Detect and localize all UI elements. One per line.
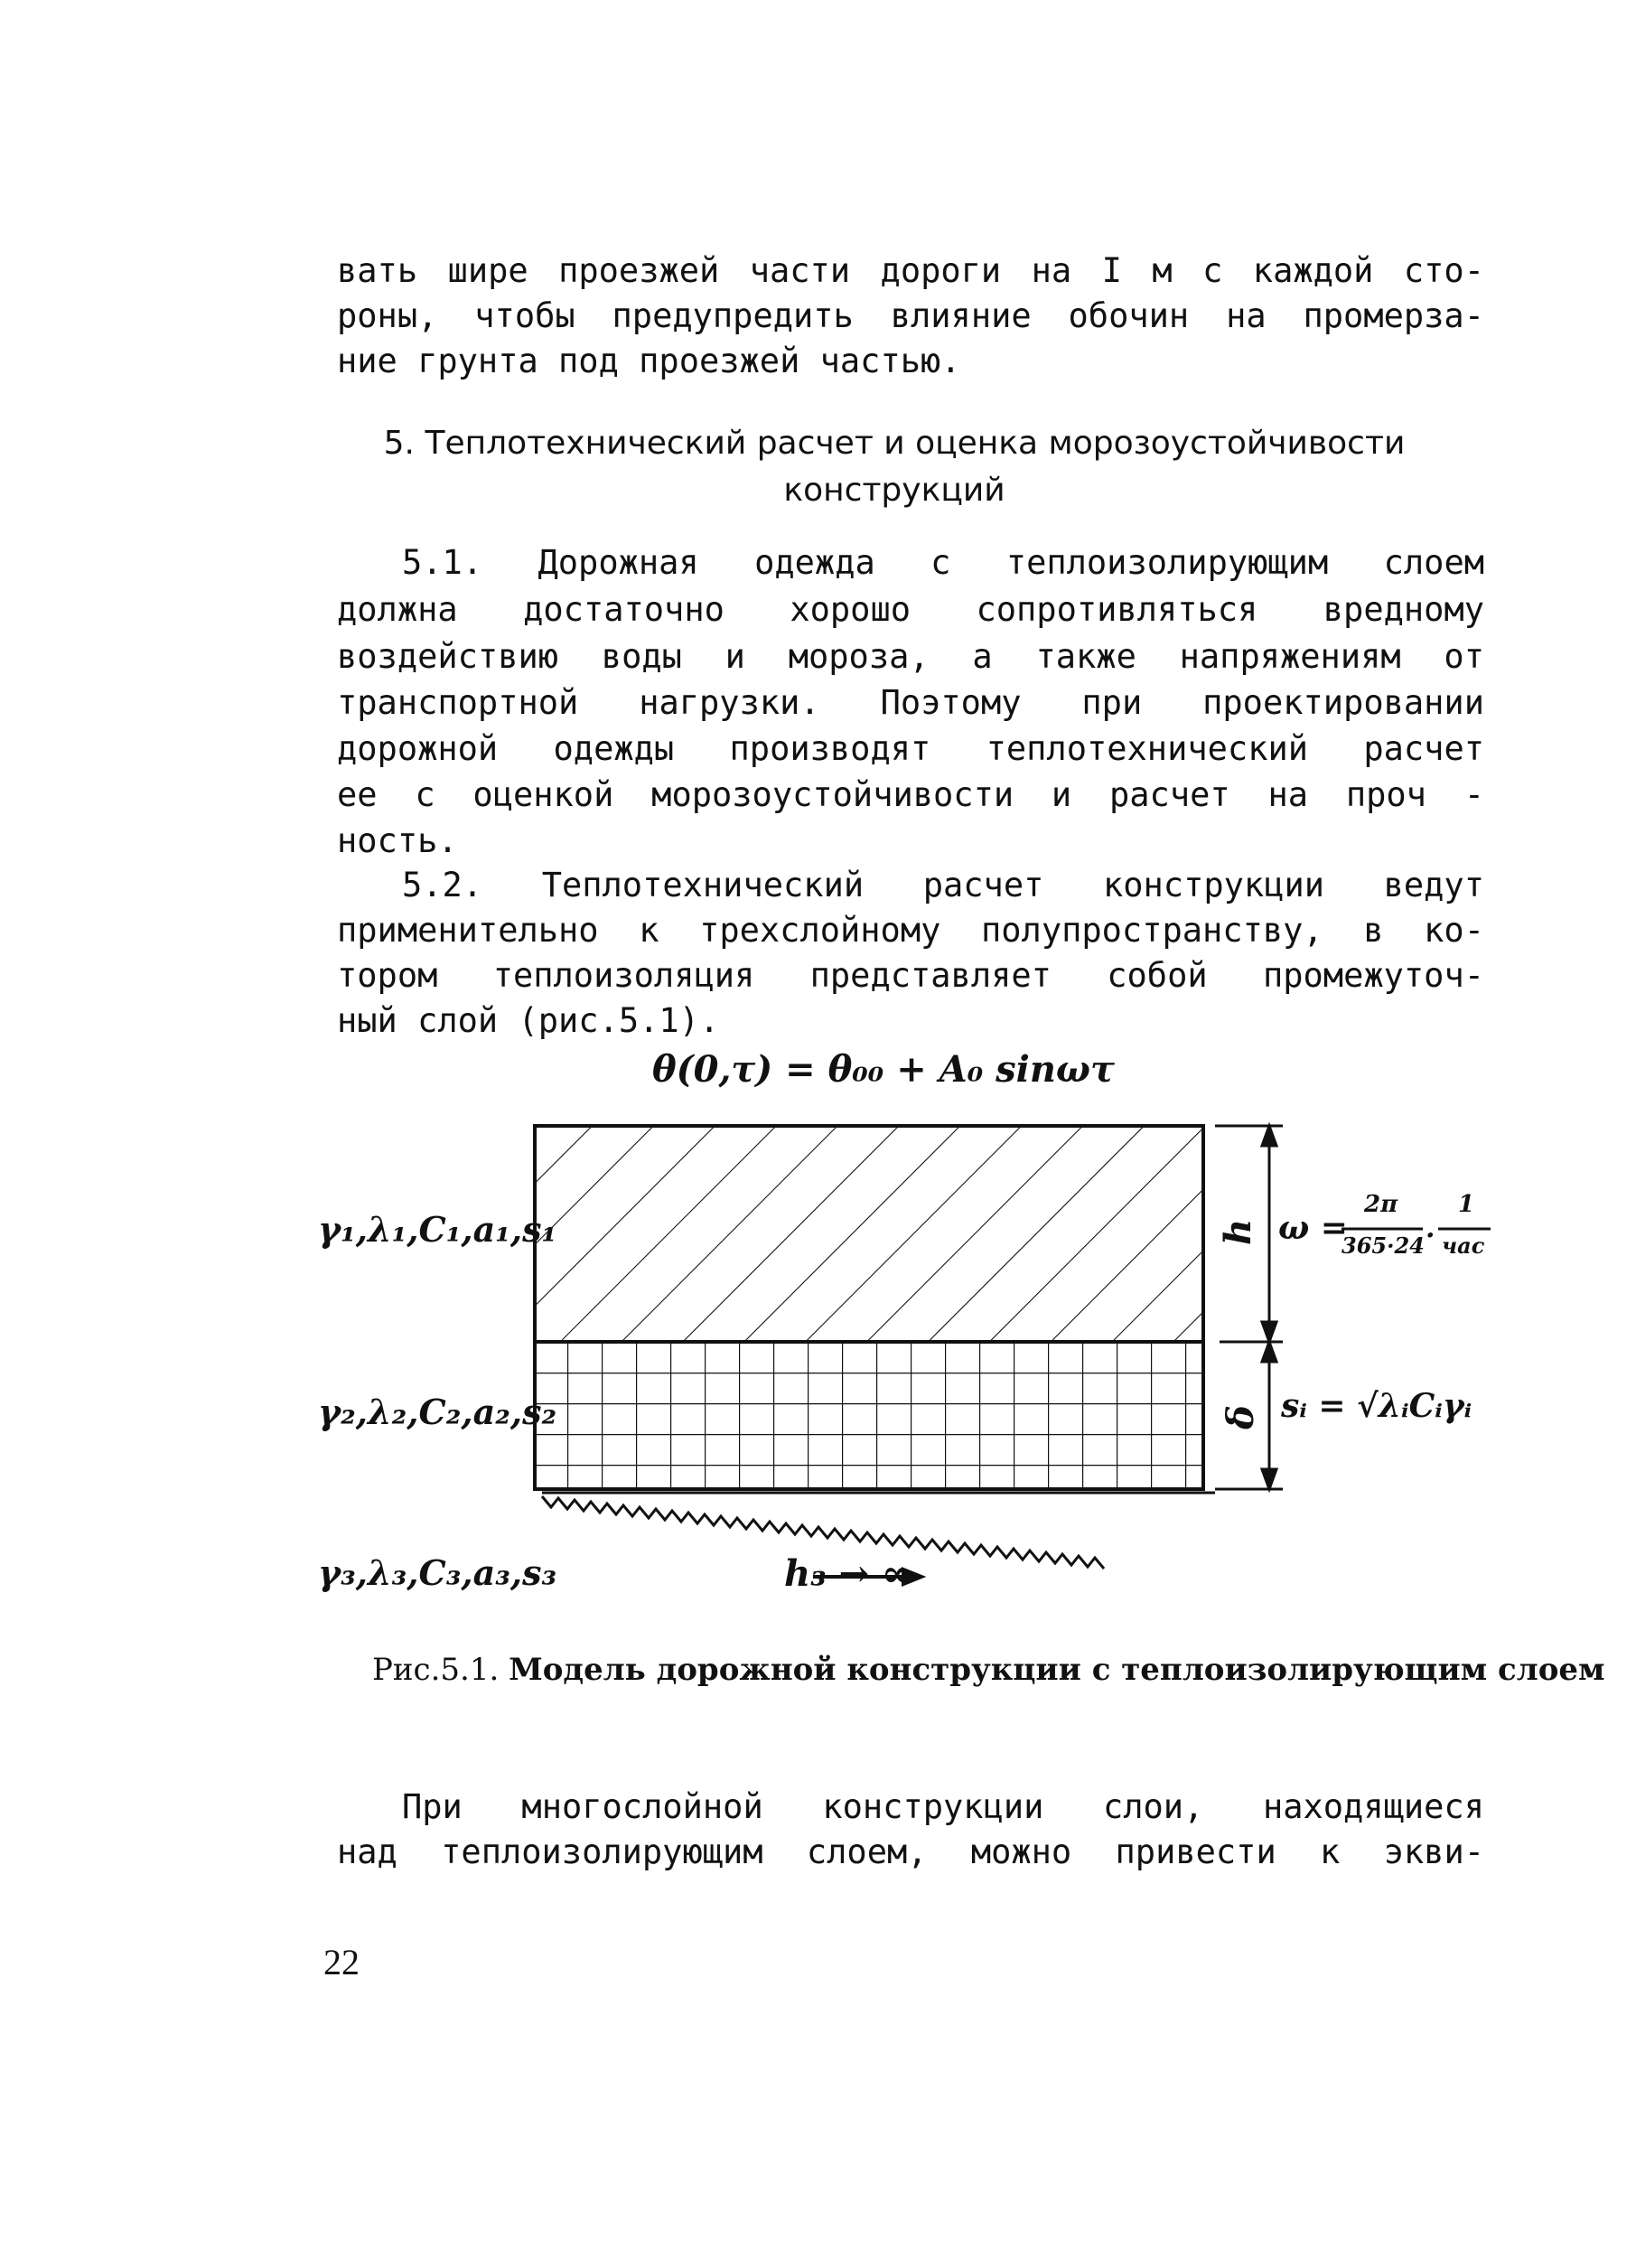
dimension-delta: δ: [1219, 1405, 1262, 1429]
layer1-parameters: γ₁,λ₁,C₁,a₁,s₁: [318, 1209, 557, 1250]
omega-numerator: 2π: [1364, 1191, 1398, 1218]
omega-denominator: час: [1442, 1232, 1485, 1259]
dimension-h: h: [1217, 1218, 1260, 1246]
text-line: применительно к трехслойному полупространству, в ко-: [337, 911, 1484, 950]
text-line: тором теплоизоляция представляет собой промежуточ-: [337, 956, 1484, 995]
thermal-absorption-formula: sᵢ = √λᵢCᵢγᵢ: [1281, 1387, 1472, 1425]
dimension-lines: [1215, 1126, 1283, 1489]
boundary-condition-formula: θ(0,τ) = θ₀₀ + A₀ sinωτ: [652, 1048, 1115, 1091]
h3-label: h₃ → ∞: [784, 1552, 912, 1595]
caption-text: Модель дорожной конструкции с теплоизолирующим слоем: [509, 1652, 1605, 1688]
text-line: 5.2. Теплотехнический расчет конструкции ведут: [402, 866, 1484, 904]
text-line: ние грунта под проезжей частью.: [337, 342, 961, 380]
figure-caption: [372, 1652, 1605, 1688]
insulation-layer-grid: [535, 1342, 1203, 1489]
layer2-parameters: γ₂,λ₂,C₂,a₂,s₂: [318, 1392, 557, 1432]
omega-denominator: 365·24: [1342, 1232, 1425, 1259]
text-line: ный слой (рис.5.1).: [337, 1001, 720, 1040]
page-number: 22: [323, 1942, 360, 1982]
text-line: роны, чтобы предупредить влияние обочин на промерза-: [337, 296, 1484, 335]
omega-numerator: 1: [1458, 1191, 1475, 1218]
caption-number: Рис.5.1.: [372, 1652, 500, 1688]
layer3-parameters: γ₃,λ₃,C₃,a₃,s₃: [318, 1552, 557, 1593]
text-line: ее с оценкой морозоустойчивости и расчет на проч -: [337, 775, 1484, 814]
multiply-dot: ·: [1426, 1220, 1435, 1251]
text-line: транспортной нагрузки. Поэтому при проектировании: [337, 683, 1484, 722]
text-line: вать шире проезжей части дороги на I м с каждой сто-: [337, 251, 1484, 290]
text-line: При многослойной конструкции слои, находящиеся: [402, 1787, 1484, 1826]
omega-formula-lhs: ω =: [1278, 1209, 1348, 1247]
section-title: 5. Теплотехнический расчет и оценка морозоустойчивости: [383, 425, 1406, 462]
section-title-continued: конструкций: [783, 472, 1005, 509]
text-line: дорожной одежды производят теплотехнический расчет: [337, 729, 1484, 768]
text-line: над теплоизолирующим слоем, можно привести к экви-: [337, 1832, 1484, 1871]
text-line: ность.: [337, 821, 458, 860]
text-line: 5.1. Дорожная одежда с теплоизолирующим слоем: [402, 543, 1484, 582]
upper-layer-hatched: [535, 1126, 1203, 1342]
text-line: должна достаточно хорошо сопротивляться вредному: [337, 590, 1484, 629]
text-line: воздействию воды и мороза, а также напряжениям от: [337, 637, 1484, 676]
